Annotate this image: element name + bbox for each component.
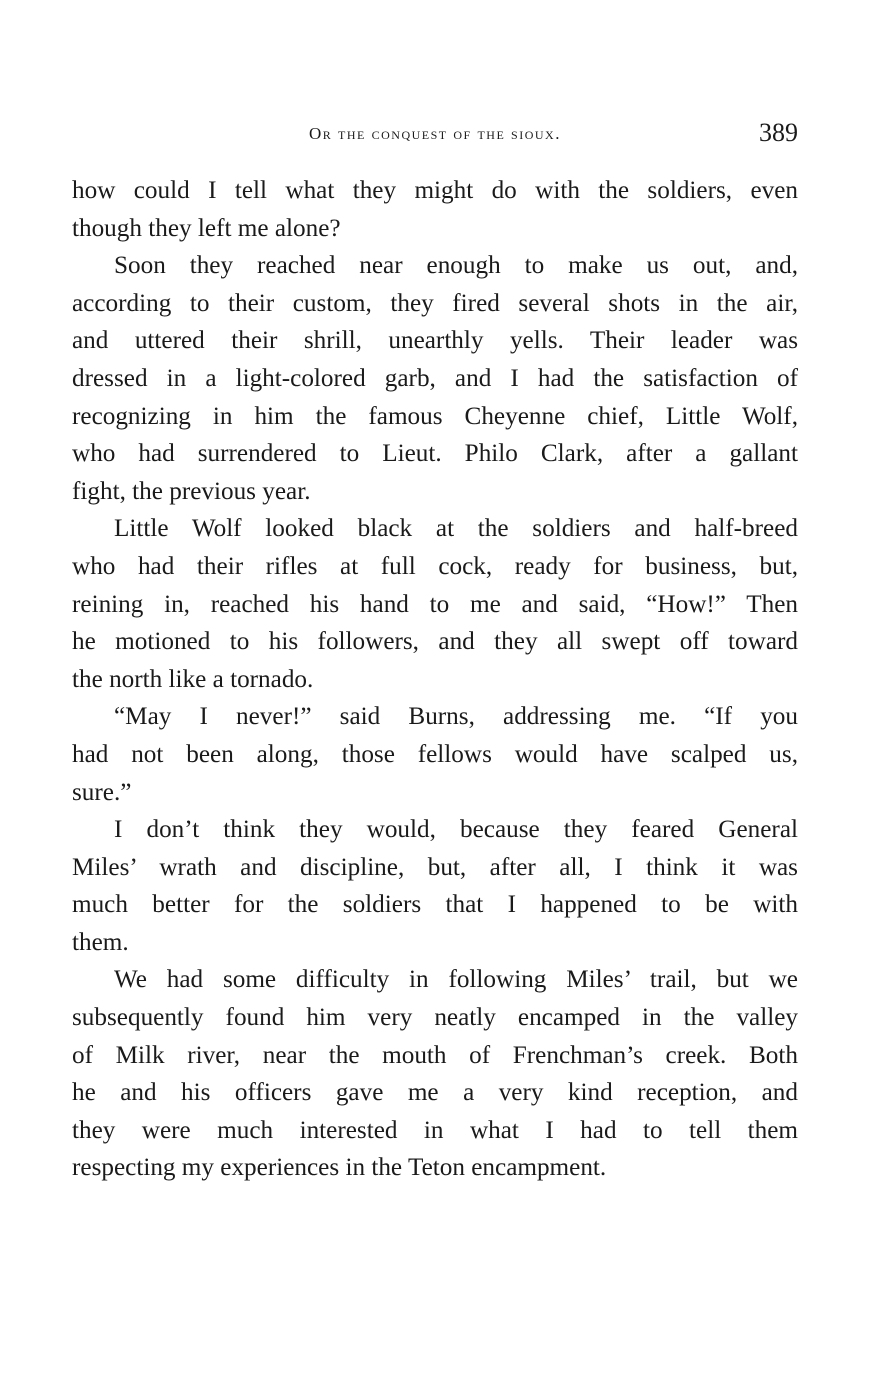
text-line: We had some difficulty in following Miles’ trail, but we [114,966,798,994]
text-line: though they left me alone? [72,214,341,242]
text-line: them. [72,928,129,956]
body-text [72,172,798,1187]
text-line: respecting my experiences in the Teton encampment. [72,1154,607,1182]
text-line: I don’t think they would, because they feared General [114,816,798,844]
text-line: the north like a tornado. [72,665,314,693]
text-line: much better for the soldiers that I happened to be with [72,891,798,919]
text-line: “May I never!” said Burns, addressing me. “If you [114,703,798,731]
text-line: Miles’ wrath and discipline, but, after all, I think it was [72,853,798,881]
text-line: and uttered their shrill, unearthly yells. Their leader was [72,327,798,355]
text-line: how could I tell what they might do with the soldiers, even [72,177,798,204]
text-line: dressed in a light-colored garb, and I had the satisfaction of [72,364,798,392]
text-line: according to their custom, they fired several shots in the air, [72,289,798,317]
text-line: he motioned to his followers, and they all swept off toward [72,628,798,656]
page-number: 389 [759,118,798,147]
text-line: sure.” [72,778,132,806]
text-line: had not been along, those fellows would have scalped us, [72,740,798,768]
text-line: reining in, reached his hand to me and said, “How!” Then [72,590,798,618]
text-line: fight, the previous year. [72,477,311,505]
text-line: of Milk river, near the mouth of Frenchman’s creek. Both [72,1041,798,1069]
text-line: who had their rifles at full cock, ready for business, but, [72,552,798,580]
text-line: who had surrendered to Lieut. Philo Clark, after a gallant [72,440,798,468]
running-head [72,118,798,152]
running-title: Or the conquest of the sioux. [309,124,561,143]
text-line: subsequently found him very neatly encamped in the valley [72,1004,798,1032]
text-line: they were much interested in what I had to tell them [72,1116,798,1144]
text-line: recognizing in him the famous Cheyenne chief, Little Wolf, [72,402,798,430]
text-line: Soon they reached near enough to make us out, and, [114,252,798,280]
text-line: Little Wolf looked black at the soldiers and half-breed [114,515,798,543]
text-line: he and his officers gave me a very kind reception, and [72,1079,798,1107]
